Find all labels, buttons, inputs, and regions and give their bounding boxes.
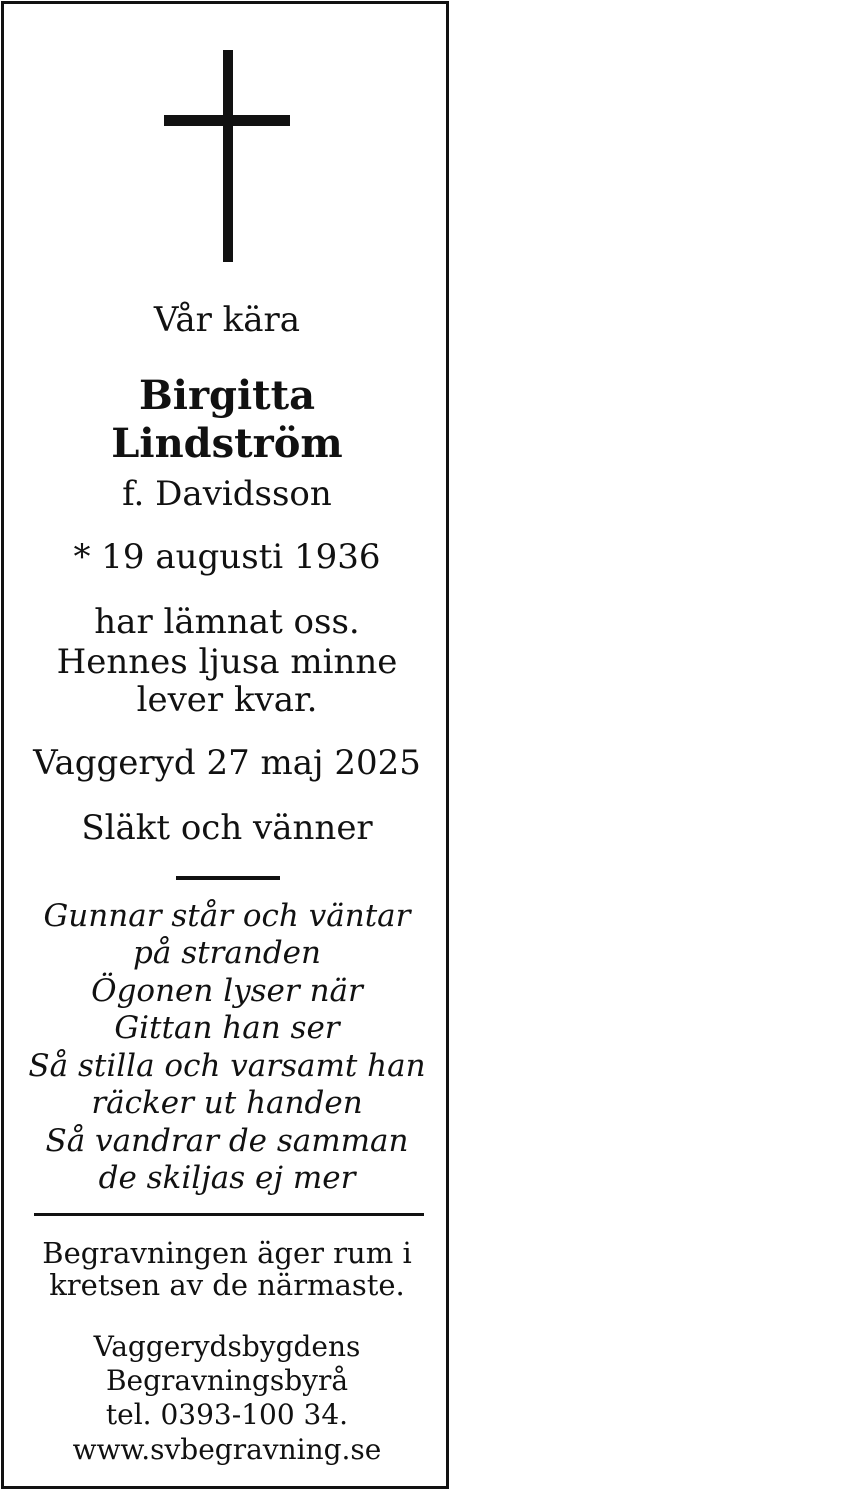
poem-line: på stranden bbox=[133, 935, 321, 971]
signed-by: Släkt och vänner bbox=[81, 808, 373, 848]
poem-line: de skiljas ej mer bbox=[98, 1160, 356, 1196]
message-line: har lämnat oss. bbox=[94, 602, 360, 642]
deceased-first-name: Birgitta bbox=[138, 372, 316, 419]
poem-line: Gittan han ser bbox=[114, 1010, 340, 1046]
poem-line: Så stilla och varsamt han bbox=[28, 1048, 426, 1084]
cross-vertical-bar bbox=[223, 50, 233, 262]
agency-name: Vaggerydsbygdens bbox=[93, 1330, 361, 1363]
agency-phone: tel. 0393-100 34. bbox=[105, 1398, 349, 1431]
cross-horizontal-bar bbox=[164, 115, 290, 126]
agency-website: www.svbegravning.se bbox=[72, 1433, 382, 1466]
birth-date: * 19 augusti 1936 bbox=[73, 537, 381, 577]
message-line: lever kvar. bbox=[136, 680, 318, 720]
intro-text: Vår kära bbox=[153, 300, 301, 340]
maiden-name: f. Davidsson bbox=[122, 474, 332, 514]
poem-line: Så vandrar de samman bbox=[45, 1123, 409, 1159]
poem-line: Ögonen lyser när bbox=[91, 973, 363, 1009]
short-divider bbox=[176, 876, 280, 880]
cross-icon bbox=[4, 4, 446, 274]
poem-line: Gunnar står och väntar bbox=[43, 898, 411, 934]
poem-line: räcker ut handen bbox=[91, 1085, 363, 1121]
agency-name-second-line: Begravningsbyrå bbox=[105, 1364, 349, 1397]
burial-info-line: Begravningen äger rum i bbox=[42, 1236, 412, 1270]
burial-info-line: kretsen av de närmaste. bbox=[49, 1268, 405, 1302]
long-divider bbox=[34, 1213, 424, 1216]
message-line: Hennes ljusa minne bbox=[56, 642, 398, 682]
deceased-last-name: Lindström bbox=[111, 420, 343, 467]
obituary-notice bbox=[1, 1, 449, 1489]
place-and-date: Vaggeryd 27 maj 2025 bbox=[33, 743, 421, 783]
